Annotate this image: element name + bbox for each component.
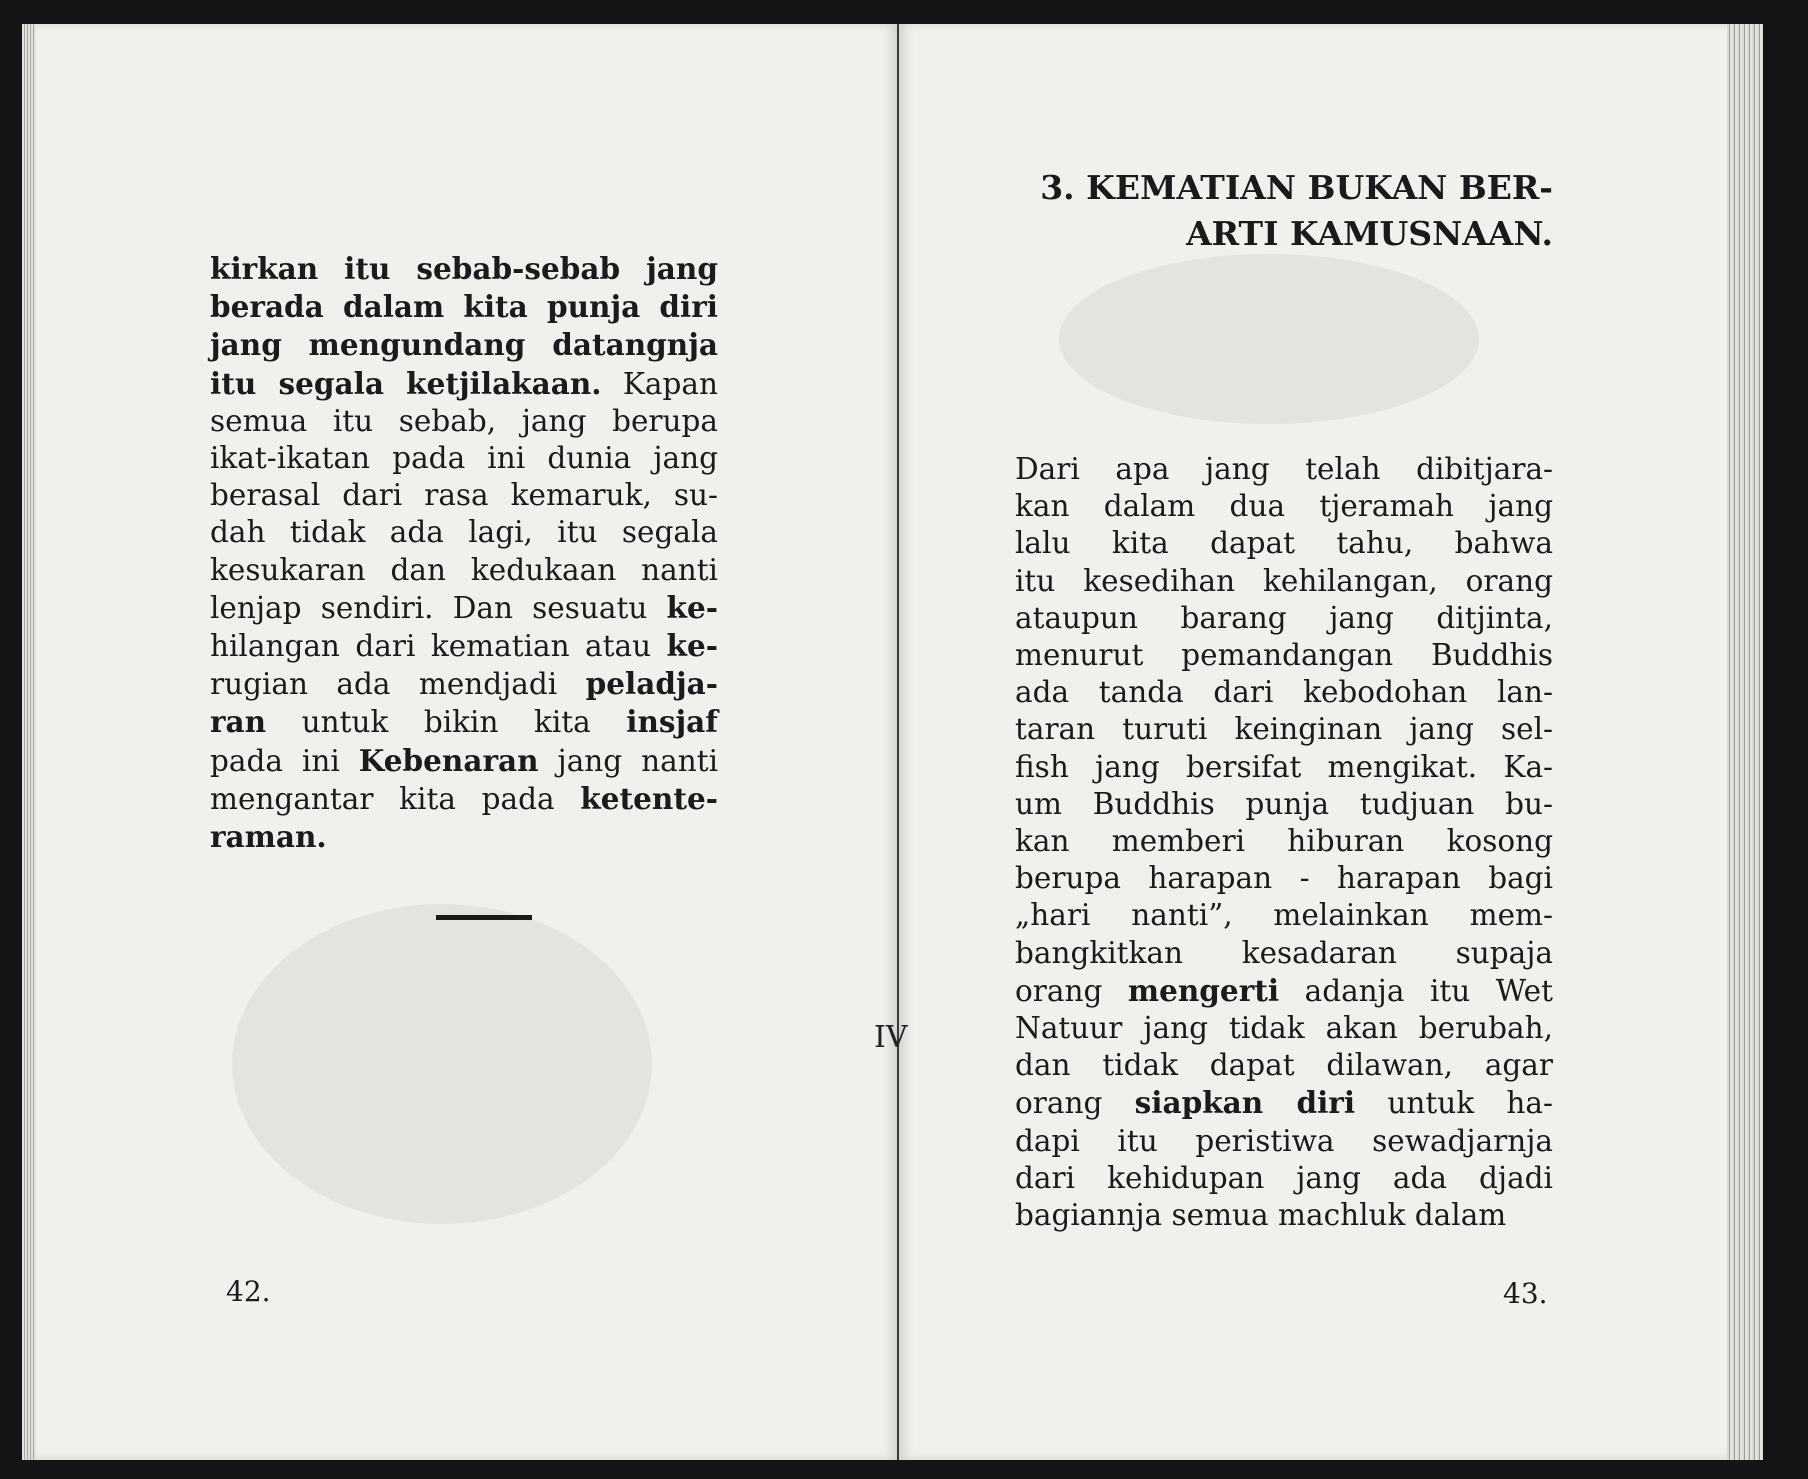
text-run: ada tanda dari kebodohan lan- bbox=[1015, 675, 1553, 710]
text-run: dan tidak dapat dilawan, agar bbox=[1015, 1048, 1553, 1083]
text-run: rugian ada mendjadi bbox=[210, 667, 586, 702]
text-run: Dari apa jang telah dibitjara- bbox=[1015, 452, 1553, 486]
text-run: bagiannja semua machluk dalam bbox=[1015, 1198, 1507, 1233]
text-run: hilangan dari kematian atau bbox=[210, 629, 667, 664]
chapter-heading-line-2: ARTI KAMUSNAAN. bbox=[1186, 214, 1553, 253]
text-line bbox=[1015, 972, 1553, 1010]
text-run: dapi itu peristiwa sewadjarnja bbox=[1015, 1123, 1553, 1158]
bold-text-run: Kebenaran bbox=[358, 742, 539, 778]
bold-text-run: berada dalam kita punja diri bbox=[210, 289, 718, 325]
text-line bbox=[1015, 1197, 1553, 1234]
left-page-body-text bbox=[210, 250, 718, 856]
bold-text-run: raman. bbox=[210, 819, 327, 855]
text-line bbox=[1015, 637, 1553, 674]
text-run: „hari nanti”, melainkan mem- bbox=[1015, 898, 1553, 933]
bold-text-run: itu segala ketjilakaan. bbox=[210, 365, 602, 401]
bold-text-run: jang mengundang datangnja bbox=[210, 327, 718, 363]
bleed-through-shadow bbox=[232, 904, 652, 1224]
text-run: berupa harapan - harapan bagi bbox=[1015, 861, 1553, 896]
text-run: menurut pemandangan Buddhis bbox=[1015, 638, 1553, 673]
left-page-number: 42. bbox=[226, 1275, 271, 1308]
text-line bbox=[210, 514, 718, 551]
text-line bbox=[1015, 488, 1553, 525]
bold-text-run: mengerti bbox=[1127, 972, 1280, 1008]
text-line bbox=[210, 552, 718, 589]
bleed-through-shadow bbox=[1059, 254, 1479, 424]
text-line bbox=[210, 250, 718, 288]
gutter-signature-mark: IV bbox=[874, 1020, 908, 1055]
text-line bbox=[210, 288, 718, 326]
text-line bbox=[1015, 749, 1553, 786]
text-run: lalu kita dapat tahu, bahwa bbox=[1015, 526, 1553, 561]
text-run: taran turuti keinginan jang sel- bbox=[1015, 712, 1553, 747]
text-line bbox=[1015, 600, 1553, 637]
text-line bbox=[210, 703, 718, 741]
text-run: untuk ha- bbox=[1355, 1086, 1553, 1121]
text-line bbox=[1015, 451, 1553, 488]
bold-text-run: peladja- bbox=[585, 666, 718, 702]
text-line bbox=[210, 365, 718, 403]
text-line bbox=[210, 403, 718, 440]
text-run: orang bbox=[1015, 1086, 1135, 1121]
text-line bbox=[210, 742, 718, 780]
bold-text-run: ke- bbox=[666, 628, 718, 664]
text-line bbox=[210, 627, 718, 665]
text-run: pada ini bbox=[210, 743, 359, 778]
chapter-heading bbox=[1020, 165, 1553, 257]
text-run: itu kesedihan kehilangan, orang bbox=[1015, 563, 1553, 598]
text-line bbox=[210, 440, 718, 477]
bold-text-run: insjaf bbox=[626, 704, 718, 740]
text-line bbox=[210, 780, 718, 818]
text-line bbox=[1015, 1084, 1553, 1122]
text-run: bangkitkan kesadaran supaja bbox=[1015, 935, 1553, 970]
left-page-edges bbox=[22, 24, 36, 1460]
text-line bbox=[210, 477, 718, 514]
text-run: fish jang bersifat mengikat. Ka- bbox=[1015, 749, 1553, 784]
bold-text-run: ran bbox=[210, 704, 267, 740]
text-line bbox=[210, 665, 718, 703]
text-run: Natuur jang tidak akan berubah, bbox=[1015, 1011, 1553, 1046]
text-line bbox=[1015, 1123, 1553, 1160]
text-run: berasal dari rasa kemaruk, su- bbox=[210, 478, 718, 513]
right-page-number: 43. bbox=[1503, 1277, 1548, 1310]
text-line bbox=[1015, 525, 1553, 562]
text-run: ikat-ikatan pada ini dunia jang bbox=[210, 441, 718, 476]
text-run: dah tidak ada lagi, itu segala bbox=[210, 515, 718, 550]
text-line bbox=[1015, 860, 1553, 897]
section-end-rule bbox=[436, 915, 532, 920]
text-line bbox=[1015, 1047, 1553, 1084]
bold-text-run: siapkan diri bbox=[1134, 1085, 1356, 1121]
text-line bbox=[1015, 563, 1553, 600]
text-run: lenjap sendiri. Dan sesuatu bbox=[210, 590, 667, 625]
text-run: kan dalam dua tjeramah jang bbox=[1015, 489, 1553, 524]
text-line bbox=[1015, 1010, 1553, 1047]
text-line bbox=[1015, 897, 1553, 934]
text-line bbox=[1015, 823, 1553, 860]
text-run: ataupun barang jang ditjinta, bbox=[1015, 600, 1553, 635]
right-page-body-text bbox=[1015, 451, 1553, 1234]
text-line bbox=[210, 589, 718, 627]
bold-text-run: kirkan itu sebab-sebab jang bbox=[210, 251, 718, 286]
text-run: adanja itu Wet bbox=[1279, 973, 1553, 1008]
text-run: orang bbox=[1015, 973, 1128, 1008]
text-run: kan memberi hiburan kosong bbox=[1015, 824, 1553, 859]
text-line bbox=[1015, 935, 1553, 972]
text-run: dari kehidupan jang ada djadi bbox=[1015, 1160, 1553, 1195]
text-run: mengantar kita pada bbox=[210, 781, 581, 816]
text-run: um Buddhis punja tudjuan bu- bbox=[1015, 786, 1553, 821]
text-line bbox=[1015, 1160, 1553, 1197]
text-run: kesukaran dan kedukaan nanti bbox=[210, 552, 718, 587]
text-line bbox=[1015, 711, 1553, 748]
text-run: untuk bikin kita bbox=[266, 705, 627, 740]
text-run: Kapan bbox=[601, 366, 718, 401]
text-run: jang nanti bbox=[538, 743, 718, 778]
bold-text-run: ke- bbox=[666, 589, 718, 625]
text-line bbox=[1015, 786, 1553, 823]
text-run: semua itu sebab, jang berupa bbox=[210, 403, 718, 438]
bold-text-run: ketente- bbox=[580, 780, 718, 816]
text-line bbox=[1015, 674, 1553, 711]
right-page-edges bbox=[1727, 24, 1763, 1460]
text-line bbox=[210, 818, 718, 856]
text-line bbox=[210, 326, 718, 364]
chapter-heading-line-1: 3. KEMATIAN BUKAN BER- bbox=[1040, 168, 1553, 207]
